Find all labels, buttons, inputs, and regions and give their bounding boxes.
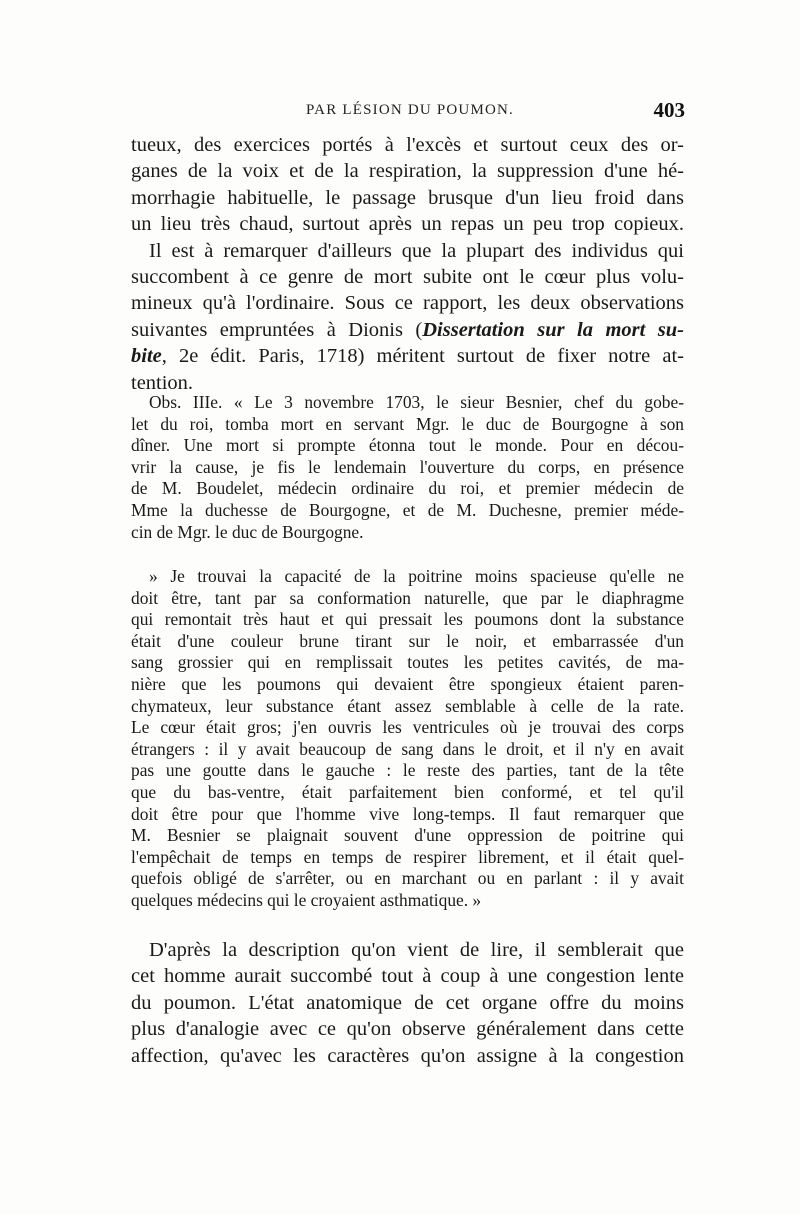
text-line: Le cœur était gros; j'en ouvris les ventricules où je trouvai des corps [131, 717, 684, 738]
paragraph-intro [131, 132, 684, 396]
text-line: tueux, des exercices portés à l'excès et surtout ceux des or- [131, 134, 684, 156]
text-line: Mme la duchesse de Bourgogne, et de M. Duchesne, premier méde- [131, 499, 684, 520]
text-line: cet homme aurait succombé tout à coup à une congestion lente [131, 965, 684, 988]
text-line: était d'une couleur brune tirant sur le noir, et embarrassée d'un [131, 630, 684, 651]
text-line: D'après la description qu'on vient de lire, il semblerait que [149, 939, 684, 961]
text-line: doit être, tant par sa conformation naturelle, que par le diaphragme [131, 587, 684, 608]
text-line: du poumon. L'état anatomique de cet organe offre du moins [131, 991, 684, 1014]
text-line-with-title [131, 343, 684, 369]
text-line: l'empêchait de temps en temps de respirer librement, et il était quel- [131, 846, 684, 867]
text-line: dîner. Une mort si prompte étonna tout le monde. Pour en décou- [131, 435, 684, 456]
text-line-with-title [131, 317, 684, 343]
text-line: chymateux, leur substance étant assez semblable à celle de la rate. [131, 695, 684, 716]
text-line: succombent à ce genre de mort subite ont le cœur plus volu- [131, 266, 684, 289]
text-line: plus d'analogie avec ce qu'on observe généralement dans cette [131, 1018, 684, 1041]
work-title: Dissertation sur la mort su- [422, 318, 684, 341]
text-line: étrangers : il y avait beaucoup de sang dans le droit, et il n'y en avait [131, 738, 684, 759]
page-header [130, 98, 685, 124]
text-line: let du roi, tomba mort en servant Mgr. le duc de Bourgogne à son [131, 413, 684, 434]
text-line: vrir la cause, je fis le lendemain l'ouverture du corps, en présence [131, 456, 684, 477]
text-line: un lieu très chaud, surtout après un repas un peu trop copieux. [131, 213, 684, 236]
text-line: mineux qu'à l'ordinaire. Sous ce rapport, les deux observations [131, 292, 684, 315]
text-line: morrhagie habituelle, le passage brusque d'un lieu froid dans [131, 186, 684, 209]
text-line: » Je trouvai la capacité de la poitrine moins spacieuse qu'elle ne [149, 566, 684, 586]
text-line: quefois obligé de s'arrêter, ou en marchant ou en parlant : il y avait [131, 868, 684, 889]
quoted-paragraph [131, 566, 684, 912]
text-segment: suivantes empruntées à Dionis ( [131, 318, 423, 341]
text-line: Obs. IIIe. « Le 3 novembre 1703, le sieur Besnier, chef du gobe- [149, 392, 684, 412]
text-line: tention. [131, 371, 194, 394]
text-line: ganes de la voix et de la respiration, la suppression d'une hé- [131, 160, 684, 183]
text-segment: , 2e édit. Paris, 1718) méritent surtout de fixer notre at- [161, 345, 684, 368]
text-line: nière que les poumons qui devaient être spongieux étaient paren- [131, 673, 684, 694]
text-line: pas une goutte dans le gauche : le reste des parties, tant de la tête [131, 760, 684, 781]
observation-paragraph [131, 392, 684, 543]
paragraph-closing [131, 937, 684, 1069]
text-line: doit être pour que l'homme vive long-temps. Il faut remarquer que [131, 803, 684, 824]
text-line: cin de Mgr. le duc de Bourgogne. [131, 521, 364, 542]
running-head: PAR LÉSION DU POUMON. [306, 102, 515, 118]
text-line: sang grossier qui en remplissait toutes les petites cavités, de ma- [131, 652, 684, 673]
text-line: qui remontait très haut et qui pressait les poumons dont la substance [131, 609, 684, 630]
page-number: 403 [653, 98, 685, 122]
text-line: M. Besnier se plaignait souvent d'une oppression de poitrine qui [131, 825, 684, 846]
text-line: affection, qu'avec les caractères qu'on assigne à la congestion [131, 1044, 684, 1067]
text-line: de M. Boudelet, médecin ordinaire du roi, et premier médecin de [131, 478, 684, 499]
text-line: quelques médecins qui le croyaient asthmatique. » [131, 889, 482, 910]
text-line: que du bas-ventre, était parfaitement bien conformé, et tel qu'il [131, 781, 684, 802]
text-line: Il est à remarquer d'ailleurs que la plupart des individus qui [149, 239, 684, 262]
work-title-continued: bite [131, 345, 162, 368]
